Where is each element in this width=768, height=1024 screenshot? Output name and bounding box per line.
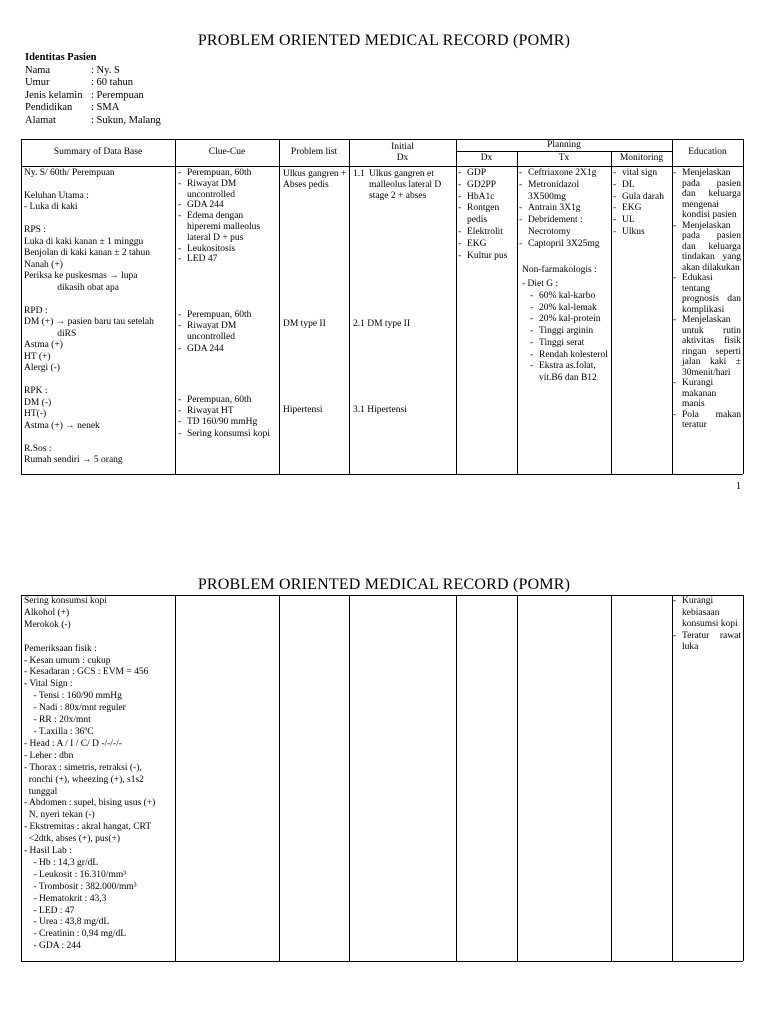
summary-line: dikasih obat apa — [24, 282, 119, 293]
education-item: - Menjelaskan pada pasien dan keluarga tindakan yang akan dilakukan — [673, 221, 741, 274]
diet-item: - Rendah kolesterol — [530, 350, 610, 362]
planning-dx-item: - Kultur pus — [458, 251, 516, 263]
planning-dx-item: - Rontgen pedis — [458, 203, 516, 227]
identity-row: Pendidikan : SMA — [25, 102, 120, 114]
page-number: 1 — [736, 481, 741, 492]
summary-line — [24, 432, 174, 443]
planning-tx-list — [519, 168, 610, 251]
header-initial-dx: Dx — [396, 153, 409, 163]
diet-item: - 20% kal-lemak — [530, 303, 610, 315]
summary-line: Merokok (-) — [24, 619, 71, 630]
diet-title: - Diet G : — [522, 279, 559, 289]
summary-line: - Hasil Lab : — [24, 846, 72, 857]
summary-line: - Abdomen : supel, bising usus (+) — [24, 798, 156, 809]
summary-line: - Leher : dbn — [24, 750, 74, 761]
summary-line: - Trombosit : 382.000/mm³ — [24, 881, 137, 892]
summary-line — [24, 179, 174, 190]
header-initial: Initial — [391, 142, 414, 152]
summary-line: Astma (+) → nenek — [24, 420, 100, 431]
education-item: - Pola makan teratur — [673, 410, 741, 431]
summary-line: <2dtk, abses (+), pus(+) — [24, 834, 121, 845]
diet-item: - Tinggi arginin — [530, 326, 610, 338]
monitoring-item: - Gula darah — [613, 192, 671, 204]
clue-item: - Perempuan, 60th — [178, 395, 276, 406]
summary-line: Keluhan Utama : — [24, 190, 89, 201]
header-monitoring: Monitoring — [619, 153, 664, 163]
summary-line: Benjolan di kaki kanan ± 2 tahun — [24, 248, 151, 259]
planning-tx-item: - Captopril 3X25mg — [519, 239, 610, 251]
summary-line: - Nadi : 80x/mnt reguler — [24, 703, 126, 714]
summary-line: - Hb : 14,3 gr/dL — [24, 857, 99, 868]
summary-line — [24, 632, 174, 644]
summary-line: - LED : 47 — [24, 905, 75, 916]
planning-tx-item: - Ceftriaxone 2X1g — [519, 168, 610, 180]
planning-tx-item: - Metronidazol 3X500mg — [519, 180, 610, 204]
summary-line: - Urea : 43,8 mg/dL — [24, 917, 110, 928]
summary-line: ronchi (+), wheezing (+), s1s2 — [24, 774, 144, 785]
summary-line — [24, 294, 174, 305]
summary-line: tunggal — [24, 786, 58, 797]
clue-item: - Riwayat DM uncontrolled — [178, 321, 276, 343]
summary-line: Pemeriksaan fisik : — [24, 643, 97, 654]
identity-row: Jenis kelamin : Perempuan — [25, 89, 144, 101]
summary-line: Ny. S/ 60th/ Perempuan — [24, 168, 115, 178]
summary-line: HT (+) — [24, 351, 51, 362]
summary-line: Alergi (-) — [24, 363, 60, 374]
summary-line: Rumah sendiri → 5 orang — [24, 455, 123, 466]
identity-heading: Identitas Pasien — [25, 52, 97, 63]
planning-dx-item: - GD2PP — [458, 180, 516, 192]
summary-line: Periksa ke puskesmas → lupa — [24, 271, 138, 282]
problem-item: DM type II — [283, 319, 326, 329]
header-plan-dx: Dx — [480, 153, 493, 163]
summary-line: - T.axilla : 36ºC — [24, 726, 94, 737]
clue-cue-group-2 — [178, 310, 276, 355]
clue-item: - TD 160/90 mmHg — [178, 417, 276, 428]
nonfarm-title: Non-farmakologis : — [522, 265, 597, 275]
summary-line: diRS — [24, 328, 77, 339]
summary-line: - Hematokrit : 43,3 — [24, 893, 107, 904]
problem-item: Hipertensi — [283, 405, 323, 415]
diet-item: - Tinggi serat — [530, 338, 610, 350]
identity-row: Nama : Ny. S — [25, 64, 120, 76]
summary-line: - Leukosit : 16.310/mm³ — [24, 869, 127, 880]
summary-line: RPK : — [24, 386, 48, 397]
summary-line: - Vital Sign : — [24, 679, 73, 690]
summary-line: DM (+) → pasien baru tau setelah — [24, 317, 154, 328]
summary-line: - Luka di kaki — [24, 202, 78, 213]
summary-line: RPD : — [24, 305, 48, 316]
summary-line: N, nyeri tekan (-) — [24, 810, 95, 821]
planning-dx-list — [458, 168, 516, 262]
patient-identity — [25, 52, 161, 128]
planning-tx-item: - Debridement : Necrotomy — [519, 215, 610, 239]
summary-line: R.Sos : — [24, 443, 52, 454]
clue-item: - LED 47 — [178, 254, 276, 265]
clue-item: - Riwayat HT — [178, 406, 276, 417]
clue-item: - Edema dengan hiperemi malleolus lateral D + pus — [178, 211, 276, 243]
identity-row: Alamat : Sukun, Malang — [25, 114, 161, 126]
education-item: - Edukasi tentang prognosis dan komplikasi — [673, 273, 741, 315]
summary-line: - RR : 20x/mnt — [24, 715, 91, 726]
summary-line — [24, 375, 174, 386]
summary-line: - Ekstremitas : akral hangat, CRT — [24, 822, 152, 833]
problem-item: Ulkus gangren + Abses pedis — [283, 169, 347, 191]
summary-line: Astma (+) — [24, 340, 63, 351]
summary-line: HT(-) — [24, 409, 47, 420]
clue-item: - Sering konsumsi kopi — [178, 429, 276, 440]
monitoring-item: - DL — [613, 180, 671, 192]
identity-row: Umur : 60 tahun — [25, 77, 133, 89]
planning-tx-item: - Antrain 3X1g — [519, 203, 610, 215]
header-education: Education — [688, 147, 727, 157]
planning-dx-item: - EKG — [458, 239, 516, 251]
summary-line: Nanah (+) — [24, 259, 63, 270]
header-plan-tx: Tx — [558, 153, 570, 163]
education-item: - Menjelaskan pada pasien dan keluarga mengenai kondisi pasien — [673, 168, 741, 221]
header-problem-list: Problem list — [290, 147, 338, 157]
header-summary: Summary of Data Base — [53, 147, 143, 157]
planning-dx-item: - HbA1c — [458, 192, 516, 204]
summary-of-database-continued — [24, 596, 174, 953]
summary-line: - Tensi : 160/90 mmHg — [24, 691, 122, 702]
diet-item: - Ekstra as.folat, vit.B6 dan B12 — [530, 361, 610, 384]
summary-line: - Head : A / I / C/ D -/-/-/- — [24, 738, 122, 749]
clue-item: - GDA 244 — [178, 344, 276, 355]
education-list-continued — [673, 596, 741, 654]
summary-line: Alkohol (+) — [24, 607, 70, 618]
clue-item: - Leukositosis — [178, 244, 276, 255]
summary-line: Luka di kaki kanan ± 1 minggu — [24, 236, 144, 247]
education-item: - Kurangi kebiasaan konsumsi kopi — [673, 596, 741, 631]
education-item: - Kurangi makanan manis — [673, 378, 741, 410]
education-list — [673, 168, 741, 431]
planning-dx-item: - GDP — [458, 168, 516, 180]
initial-dx-item: 1.1 Ulkus gangren et malleolus lateral D stage 2 + abses — [353, 169, 442, 202]
education-item: - Teratur rawat luka — [673, 631, 741, 654]
summary-line: - GDA : 244 — [24, 941, 81, 952]
monitoring-item: - Ulkus — [613, 227, 671, 239]
summary-line: - Kesan umum : cukup — [24, 655, 111, 666]
monitoring-item: - vital sign — [613, 168, 671, 180]
summary-line: Sering konsumsi kopi — [24, 596, 107, 606]
summary-line: - Creatinin : 0,94 mg/dL — [24, 929, 127, 940]
diet-item: - 60% kal-karbo — [530, 291, 610, 303]
summary-of-database — [24, 168, 174, 467]
initial-dx-item: 2.1 DM type II — [353, 319, 410, 329]
clue-cue-group-1 — [178, 168, 276, 265]
monitoring-item: - EKG — [613, 203, 671, 215]
clue-item: - GDA 244 — [178, 200, 276, 211]
page-title: PROBLEM ORIENTED MEDICAL RECORD (POMR) — [197, 576, 571, 593]
planning-dx-item: - Elektrolit — [458, 227, 516, 239]
summary-line: - Kesadaran : GCS : EVM = 456 — [24, 667, 149, 678]
diet-item: - 20% kal-protein — [530, 314, 610, 326]
summary-line: DM (-) — [24, 397, 52, 408]
summary-line: RPS : — [24, 225, 46, 236]
monitoring-item: - UL — [613, 215, 671, 227]
clue-item: - Perempuan, 60th — [178, 168, 276, 179]
monitoring-list — [613, 168, 671, 239]
summary-line — [24, 214, 174, 225]
header-planning: Planning — [547, 140, 581, 150]
clue-cue-group-3 — [178, 395, 276, 440]
summary-line: - Thorax : simetris, retraksi (-), — [24, 762, 142, 773]
page-title: PROBLEM ORIENTED MEDICAL RECORD (POMR) — [197, 32, 571, 49]
clue-item: - Perempuan, 60th — [178, 310, 276, 321]
initial-dx-item: 3.1 Hipertensi — [353, 405, 407, 415]
header-clue: Clue-Cue — [208, 147, 246, 157]
clue-item: - Riwayat DM uncontrolled — [178, 179, 276, 201]
diet-list — [530, 291, 610, 385]
education-item: - Menjelaskan untuk rutin aktivitas fisik ringan seperti jalan kaki ± 30menit/hari — [673, 315, 741, 378]
